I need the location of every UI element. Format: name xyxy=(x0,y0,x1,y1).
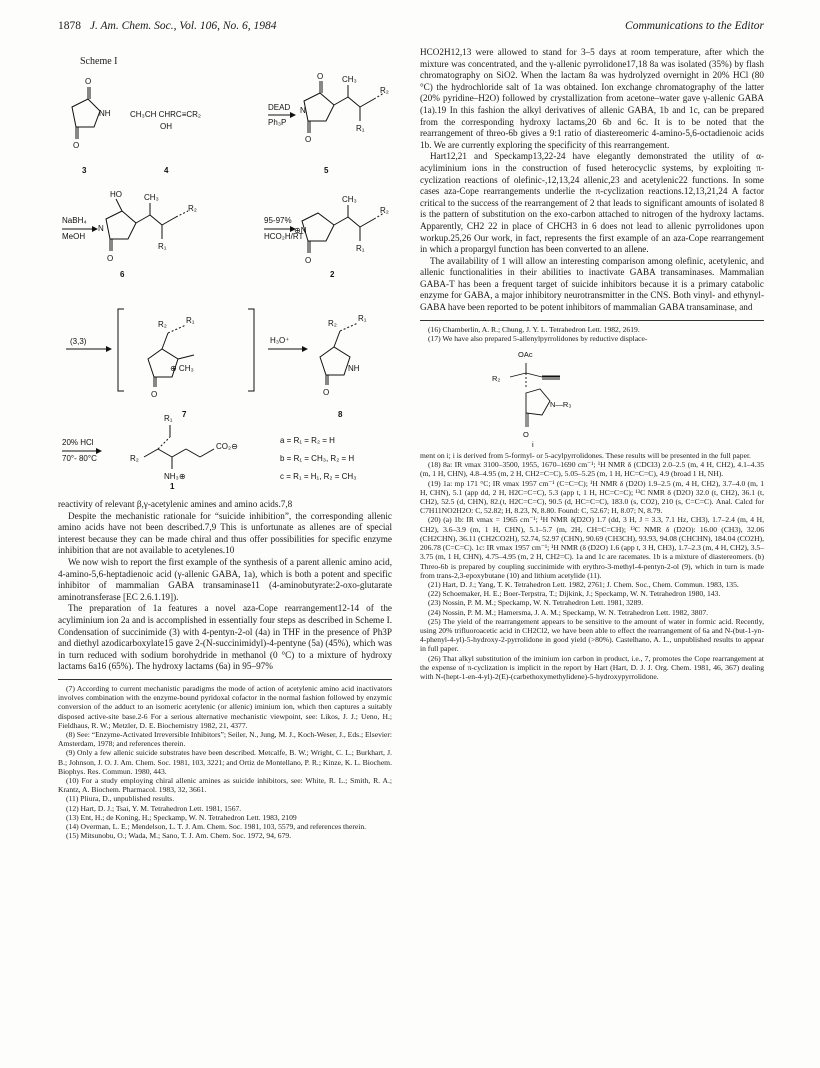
section-title: Communications to the Editor xyxy=(625,20,764,32)
atom-R1: R₁ xyxy=(158,242,167,251)
atom-O: O xyxy=(305,256,312,265)
atom-O: O xyxy=(523,430,529,440)
footnote: (13) Ent, H.; de Koning, H.; Speckamp, W. N. Tetrahedron Lett. 1983, 2109 xyxy=(66,812,297,822)
right-footnotes-continued xyxy=(420,451,764,681)
paragraph: Hart12,21 and Speckamp13,22-24 have elegantly demonstrated the utility of α-acyliminium ions in the construction of fused heterocyclic systems, by exploiting π-cyclization reactions of olefinic-,12,13,24 allenic,23 and acetylenic22 functions. In some cases aza-Cope rearrangements underlie the π-cyclization reactions.12,13,21,24 A factor critical to the success of the rearrangement of 2 that leads to significant amounts of isolated 8 is the pattern of substitution on the exo-carbon attached to nitrogen of the hydroxy lactams. Apparently, CH2 22 in place of CHCH3 in 6 does not lead to allenic pyrrolidones upon workup.25,26 Our work, in fact, represents the first example of an aza-Cope rearrangement in which a propargyl function has been converted to an allene. xyxy=(420,151,764,255)
footnote-rule xyxy=(58,679,392,680)
footnote: (20) (a) 1b: IR νmax = 1965 cm⁻¹; ¹H NMR δ(D2O) 1.7 (dd, 3 H, J = 3.3, 7.1 Hz, CH3), 1.7–2.4 (m, 4 H, CH2), 3.6–3.9 (m, 1 H, CHN), 5.1–5.7 (m, 2H, CH=C=CH); ¹³C NMR δ (D2O): 16.00 (CH3), 32.06 (CH2CHN), 36.11 (CH2CO2H), 52.74, 52.97 (CHN), 90.69 (CH3CH), 93.93, 94.08 (CHCHN), 184.04 (CO2H), 206.78 (C=C=C). 1c: IR νmax 1957 cm⁻¹; ¹H NMR (δ (D2O) 1.6 (app t, 3 H, CH3), 1.7–2.3 (m, 4 H, CH2), 3.5–3.75 (m, 1 H, CHN), 4.75–4.95 (m, 2 H, CH2=C). 1a and 1c are racemates. 1b is a mixture of diastereomers. (b) Threo-6b is prepared by coupling succinimide with erythro-3-methyl-4-pentyn-2-ol (9), which in turn is made from trans-2,3-epoxybutane (10) and lithium acetylide (11). xyxy=(420,515,764,580)
footnote: (26) That alkyl substitution of the iminium ion carbon in product, i.e., 7, promotes the Cope rearrangement at the expense of π-cyclization is implicit in the report by Hart (Hart, D. J. J. Org. Chem. 1981, 46, 367) dealing with N-(hept-1-en-4-yl)-2(E)-(carbethoxymethylidene)-5-hydroxypyrrolidone. xyxy=(420,653,764,681)
atom-R1: R₁ xyxy=(164,414,173,423)
variant-c: c = R₁ = H₁, R₂ = CH₃ xyxy=(280,472,357,481)
atom-N-R3: N—R₃ xyxy=(550,400,572,410)
atom-O: O xyxy=(107,254,114,263)
structure-label-i: i xyxy=(532,440,534,450)
atom-O: O xyxy=(85,77,92,86)
atom-CH3: CH₃ xyxy=(342,75,357,84)
atom-R2: R₂ xyxy=(492,374,501,384)
atom-CH3: CH₃ xyxy=(342,195,357,204)
scheme-i-diagram xyxy=(58,71,392,489)
compound-label-7: 7 xyxy=(182,410,187,419)
journal-citation: J. Am. Chem. Soc., Vol. 106, No. 6, 1984 xyxy=(89,20,277,32)
atom-O: O xyxy=(151,390,158,399)
footnote: (21) Hart, D. J.; Yang, T. K. Tetrahedron Lett. 1982, 2761; J. Chem. Soc., Chem. Commun. 1983, 135. xyxy=(428,579,739,589)
footnote: (22) Schoemaker, H. E.; Boer-Terpstra, T.; Dijkink, J.; Speckamp, W. N. Tetrahedron 1980, 143. xyxy=(428,589,721,599)
atom-R1: R₁ xyxy=(356,124,365,133)
atom-R2: R₂ xyxy=(380,206,389,215)
atom-O: O xyxy=(73,141,80,150)
reagent-nabh4: NaBH₄ xyxy=(62,216,87,225)
scheme-title: Scheme I xyxy=(80,56,118,67)
reagent-dead: DEAD xyxy=(268,103,291,112)
footnote: (14) Overman, L. E.; Mendelson, L. T. J. Am. Chem. Soc. 1981, 103, 5579, and references therein. xyxy=(66,821,367,831)
footnote: (15) Mitsunobu, O.; Wada, M.; Sano, T. J. Am. Chem. Soc. 1972, 94, 679. xyxy=(66,831,292,841)
paragraph: We now wish to report the first example of the synthesis of a parent allenic amino acid, 4-amino-5,6-heptadienoic acid (γ-allenic GABA, 1a), which is both a potent and specific inhibitor of mammalian GABA transaminase11 (4-aminobutyrate:2-oxo-glutarate aminotransferase [EC 2.6.1.19]). xyxy=(58,556,392,602)
compound-label-2: 2 xyxy=(330,270,335,279)
atom-R1: R₁ xyxy=(186,316,195,325)
atom-R1: R₁ xyxy=(358,314,367,323)
atom-O: O xyxy=(323,388,330,397)
atom-R2: R₂ xyxy=(328,319,337,328)
atom-HO: HO xyxy=(110,190,122,199)
footnote: (18) 8a: IR νmax 3100–3500, 1955, 1670–1690 cm⁻¹; ¹H NMR δ (CDCl3) 2.0–2.5 (m, 4 H, CH2), 4.1–4.35 (m, 1 H, CHN), 4.8–4.95 (m, 2 H, CH2=C=C), 5.05–5.25 (m, 1 H, HC=C=C), 4.9 (broad 1 H, NH). xyxy=(420,460,764,479)
variant-b: b = R₁ = CH₃, R₂ = H xyxy=(280,454,355,463)
compound-label-4: 4 xyxy=(164,166,169,175)
atom-CO2: CO₂⊖ xyxy=(216,442,238,451)
right-footnotes xyxy=(420,325,764,343)
reagent-alcohol-oh: OH xyxy=(160,122,172,131)
reagent-hydrolysis: H₃O⁺ xyxy=(270,336,290,345)
atom-O: O xyxy=(317,72,324,81)
paragraph: Despite the mechanistic rationale for “suicide inhibition”, the corresponding allenic amino acids have not been described.7,9 This is unfortunate as allenes are of special interest because they can be made chiral and thus offer possibilities for specific enzyme inhibition that are not available to acetylenes.10 xyxy=(58,510,392,556)
atom-N-plus: ⊕ CH₃ xyxy=(170,364,194,373)
running-head xyxy=(58,20,764,36)
atom-NH: NH xyxy=(348,364,360,373)
compound-label-5: 5 xyxy=(324,166,329,175)
footnote: (10) For a study employing chiral allenic amines as suicide inhibitors, see: White, R. L.; Smith, R. A.; Krantz, A. Biochem. Pharmacol. 1983, 32, 3661. xyxy=(58,775,392,795)
atom-OAc: OAc xyxy=(518,350,533,360)
reagent-ph3p: Ph₃P xyxy=(268,118,287,127)
footnote: (12) Hart, D. J.; Tsai, Y. M. Tetrahedron Lett. 1981, 1567. xyxy=(66,803,242,813)
footnote: (25) The yield of the rearrangement appears to be sensitive to the amount of water in formic acid. Recently, using 20% trifluoroacetic acid in CH2Cl2, we have been able to effect the rearrangement of 6a and N-(but-1-yn-4-phenyl-4-yl)-5-hydroxy-2-pyrrolidone in good yield (>80%). Castelhano, A. L., unpublished results to appear in full paper. xyxy=(420,616,764,654)
page-number: 1878 xyxy=(58,20,81,32)
footnote: (11) Pliura, D., unpublished results. xyxy=(66,794,175,804)
paragraph: The preparation of 1a features a novel aza-Cope rearrangement12-14 of the acyliminium ion 2a and is accomplished in essentially four steps as described in Scheme I. Condensation of succinimide (3) with 4-pentyn-2-ol (4a) in THF in the presence of Ph3P and diethyl azodicarboxylate15 gave 2-(N-succinimidyl)-4-pentyne (5a) (45%), which was in turn reduced with sodium borohydride in methanol (0 °C) to a mixture of hydroxy lactams 6a16 (65%). The hydroxy lactams (6a) in 95–97% xyxy=(58,603,392,672)
atom-O: O xyxy=(305,135,312,144)
reagent-sigmatropic: (3,3) xyxy=(70,337,87,346)
right-body-text xyxy=(420,47,764,314)
footnote: (24) Nossin, P. M. M.; Hamersma, J. A. M.; Speckamp, W. N. Tetrahedron Lett. 1982, 3807. xyxy=(428,607,709,617)
right-column xyxy=(420,47,764,1057)
footnote: (23) Nossin, P. M. M.; Speckamp, W. N. Tetrahedron Lett. 1981, 3289. xyxy=(428,598,644,608)
footnote-rule xyxy=(420,320,764,321)
atom-R2: R₂ xyxy=(130,454,139,463)
atom-N: N xyxy=(98,224,104,233)
left-footnotes xyxy=(58,684,392,840)
variant-a: a = R₁ = R₂ = H xyxy=(280,436,335,445)
reagent-alcohol: CH₃CH CHRC≡CR₂ xyxy=(130,110,202,119)
atom-R2: R₂ xyxy=(380,86,389,95)
atom-R2: R₂ xyxy=(188,204,197,213)
atom-N-plus: ⊕N xyxy=(294,226,307,235)
atom-CH3: CH₃ xyxy=(144,193,159,202)
footnote: (17) We have also prepared 5-allenylpyrrolidones by reductive displace- xyxy=(428,333,648,343)
footnote: (16) Chamberlin, A. R.; Chung, J. Y. L. Tetrahedron Lett. 1982, 2619. xyxy=(428,324,640,334)
atom-N: N xyxy=(300,106,306,115)
compound-label-3: 3 xyxy=(82,166,87,175)
reagent-yield: 95-97% xyxy=(264,216,292,225)
paragraph: The availability of 1 will allow an interesting comparison among olefinic, acetylenic, and allenic functionalities in their abilities to inactivate GABA transaminases. Mammalian GABA-T has been a frequent target of suicide inhibitors because it is a primary catabolic enzyme for GABA, a major inhibitory neurotransmitter in the CNS. Both vinyl- and ethynyl-GABA have been reported to be potent inhibitors of mammalian GABA transaminase, and xyxy=(420,255,764,313)
atom-R2: R₂ xyxy=(158,320,167,329)
footnote: (9) Only a few allenic suicide substrates have been described. Metcalfe, B. W.; Wright, C. L.; Burkhart, J. B.; Johnson, J. O. J. Am. Chem. Soc. 1981, 103, 3221; and Ortiz de Montellano, P. R.; Kinze, K. L. Biochem. Biophys. Res. Commun. 1980, 443. xyxy=(58,748,392,776)
footnote: (7) According to current mechanistic paradigms the mode of action of acetylenic amino acid inactivators involves combination with the enzyme-bound pyridoxal cofactor in the normal fashion followed by enzymic conversion of the adduct to an isomeric acetylenic (or allenic) iminium ion, which then captures a suitably disposed active-site base.2-6 For a serious alternative mechanistic viewpoint, see: Likos, J. J.; Ueno, H.; Fieldhaus, R. W.; Metzler, D. E. Biochemistry 1982, 21, 4377. xyxy=(58,683,392,730)
left-column xyxy=(58,56,392,1056)
footnote: ment on i; i is derived from 5-formyl- or 5-acylpyrrolidones. These results will be presented in the full paper. xyxy=(420,451,751,461)
reagent-meoh: MeOH xyxy=(62,232,86,241)
compound-label-8: 8 xyxy=(338,410,343,419)
left-body-text xyxy=(58,499,392,673)
paragraph: HCO2H12,13 were allowed to stand for 3–5 days at room temperature, after which the mixture was concentrated, and the γ-allenic pyrrolidone17,18 8a was isolated (35%) by flash chromatography on SiO2. When the lactam 8a was hydrolyzed overnight in 20% HCl (80 °C) the hydrochloride salt of 1a was obtained. Ion exchange chromatography of the latter (20% pyridine–H2O) followed by crystallization from acetone–water gave γ-allenic GABA (1a).19 In this fashion the alkyl derivatives of allenic GABA, 1b and 1c, can be prepared from the corresponding hydroxy lactams,20 6b and 6c. It is to be noted that the rearrangement of threo-6b gives a 9:1 ratio of diastereomeric 4-amino-5,6-octadienoic acids 1b. We are currently exploring the specificity of this rearrangement. xyxy=(420,47,764,150)
compound-label-1: 1 xyxy=(170,482,175,489)
atom-NH: NH xyxy=(99,109,111,118)
reagent-hco2h: HCO₂H/RT xyxy=(264,232,304,241)
compound-label-6: 6 xyxy=(120,270,125,279)
footnote: (8) See: “Enzyme-Activated Irreversible Inhibitors”; Seiler, N., Jung, M. J., Koch-Weser, J., Eds.; Elsevier: Amsterdam, 1978; and references therein. xyxy=(58,729,392,749)
paragraph: reactivity of relevant β,γ-acetylenic amines and amino acids.7,8 xyxy=(58,499,293,509)
atom-NH3: NH₃⊕ xyxy=(164,472,186,481)
reagent-temperature: 70°- 80°C xyxy=(62,454,97,463)
reagent-hcl: 20% HCl xyxy=(62,438,94,447)
atom-R1: R₁ xyxy=(356,244,365,253)
footnote: (19) 1a: mp 171 °C; IR νmax 1957 cm⁻¹ (C=C=C); ¹H NMR δ (D2O) 1.9–2.5 (m, 4 H, CH2), 3.7–4.0 (m, 1 H, CHN), 5.1 (app dd, 2 H, H2C=C=C), 5.3 (app t, 1 H, HC=C=C); ¹³C NMR δ (D2O) 32.0 (t, CH2), 36.1 (t, CH2), 52.5 (d, CHN), 82.(t, H2C=C=C), 90.5 (d, HC=C=C), 183.0 (s, CO2), 210 (s, C=C=C). Anal. Calcd for C7H11NO2H2O: C, 52.82; H, 8.23, N, 8.80. Found: C, 52.67; H, 8.07; N, 8.79. xyxy=(420,478,764,516)
structure-i-diagram xyxy=(480,345,600,449)
